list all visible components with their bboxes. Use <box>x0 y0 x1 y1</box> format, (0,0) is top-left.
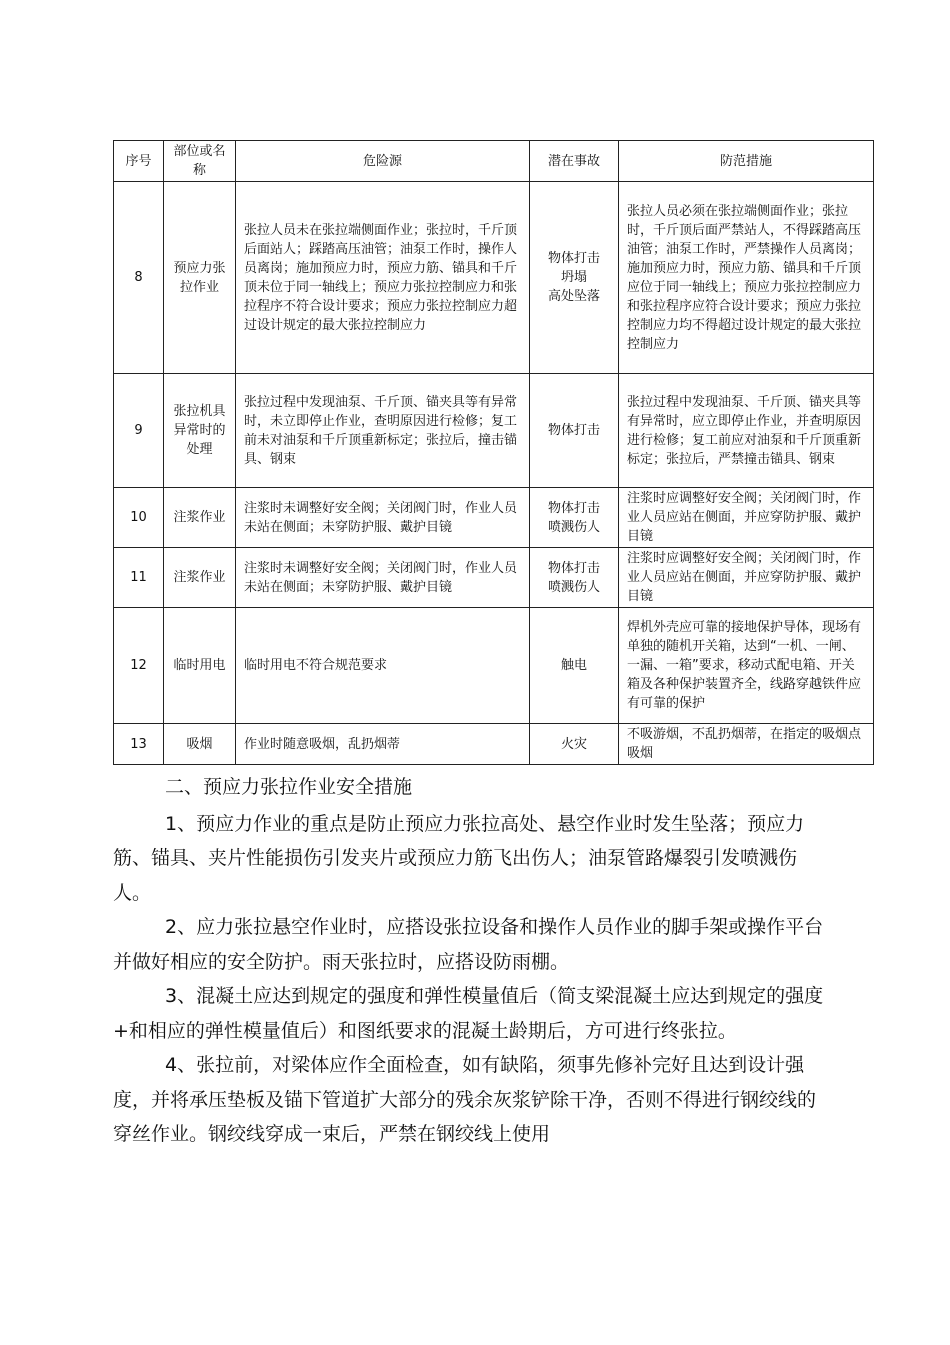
row-hazard: 张拉人员未在张拉端侧面作业；张拉时，千斤顶后面站人；踩踏高压油管；油泵工作时，操作人员离岗；施加预应力时，预应力筋、锚具和千斤顶未位于同一轴线上；预应力张拉控制应力和张拉程序不符合设计要求；预应力张拉控制应力超过设计规定的最大张拉控制应力 <box>236 182 530 374</box>
table-header-row <box>114 141 874 182</box>
row-measure: 张拉过程中发现油泵、千斤顶、锚夹具等有异常时，应立即停止作业，并查明原因进行检修；复工前应对油泵和千斤顶重新标定；张拉后，严禁撞击锚具、钢束 <box>619 374 874 488</box>
header-name: 部位或名称 <box>164 141 236 182</box>
row-accident: 火灾 <box>530 724 619 765</box>
row-name: 注浆作业 <box>164 488 236 548</box>
table-row <box>114 374 874 488</box>
row-name: 注浆作业 <box>164 548 236 608</box>
row-measure: 不吸游烟，不乱扔烟蒂，在指定的吸烟点吸烟 <box>619 724 874 765</box>
row-name: 临时用电 <box>164 608 236 724</box>
row-accident: 物体打击 喷溅伤人 <box>530 548 619 608</box>
section-heading: 二、预应力张拉作业安全措施 <box>165 776 413 798</box>
row-hazard: 作业时随意吸烟，乱扔烟蒂 <box>236 724 530 765</box>
row-hazard: 注浆时未调整好安全阀；关闭阀门时，作业人员未站在侧面；未穿防护服、戴护目镜 <box>236 488 530 548</box>
row-measure: 焊机外壳应可靠的接地保护导体，现场有单独的随机开关箱，达到“一机、一闸、一漏、一箱”要求，移动式配电箱、开关箱及各种保护装置齐全，线路穿越铁件应有可靠的保护 <box>619 608 874 724</box>
row-no: 12 <box>114 608 164 724</box>
header-no: 序号 <box>114 141 164 182</box>
row-hazard: 临时用电不符合规范要求 <box>236 608 530 724</box>
table-row <box>114 608 874 724</box>
paragraph: 3、混凝土应达到规定的强度和弹性模量值后（简支梁混凝土应达到规定的强度 +和相应的弹性模量值后）和图纸要求的混凝土龄期后，方可进行终张拉。 <box>113 985 824 1042</box>
paragraph: 4、张拉前，对梁体应作全面检查，如有缺陷，须事先修补完好且达到设计强度，并将承压垫板及锚下管道扩大部分的残余灰浆铲除干净，否则不得进行钢绞线的穿丝作业。钢绞线穿成一束后，严禁在钢绞线上使用 <box>113 1054 817 1145</box>
row-measure: 注浆时应调整好安全阀；关闭阀门时，作业人员应站在侧面，并应穿防护服、戴护目镜 <box>619 488 874 548</box>
row-accident: 物体打击 喷溅伤人 <box>530 488 619 548</box>
header-measure: 防范措施 <box>619 141 874 182</box>
row-name: 预应力张拉作业 <box>164 182 236 374</box>
safety-measures-section <box>113 770 833 1152</box>
hazard-table <box>113 140 874 765</box>
paragraph: 1、预应力作业的重点是防止预应力张拉高处、悬空作业时发生坠落；预应力筋、锚具、夹片性能损伤引发夹片或预应力筋飞出伤人；油泵管路爆裂引发喷溅伤人。 <box>113 812 805 904</box>
row-no: 13 <box>114 724 164 765</box>
row-accident: 物体打击 <box>530 374 619 488</box>
table-row <box>114 182 874 374</box>
row-hazard: 张拉过程中发现油泵、千斤顶、锚夹具等有异常时，未立即停止作业，查明原因进行检修；复工前未对油泵和千斤顶重新标定；张拉后，撞击锚具、钢束 <box>236 374 530 488</box>
row-no: 11 <box>114 548 164 608</box>
row-no: 8 <box>114 182 164 374</box>
paragraph: 2、应力张拉悬空作业时，应搭设张拉设备和操作人员作业的脚手架或操作平台并做好相应的安全防护。雨天张拉时，应搭设防雨棚。 <box>113 916 824 973</box>
row-accident: 触电 <box>530 608 619 724</box>
row-hazard: 注浆时未调整好安全阀；关闭阀门时，作业人员未站在侧面；未穿防护服、戴护目镜 <box>236 548 530 608</box>
table-row <box>114 548 874 608</box>
row-no: 9 <box>114 374 164 488</box>
row-accident: 物体打击 坍塌 高处坠落 <box>530 182 619 374</box>
header-hazard: 危险源 <box>236 141 530 182</box>
row-name: 吸烟 <box>164 724 236 765</box>
row-name: 张拉机具异常时的处理 <box>164 374 236 488</box>
row-measure: 张拉人员必须在张拉端侧面作业；张拉时，千斤顶后面严禁站人，不得踩踏高压油管；油泵工作时，严禁操作人员离岗；施加预应力时，预应力筋、锚具和千斤顶应位于同一轴线上；预应力张拉控制应力和张拉程序应符合设计要求；预应力张拉控制应力均不得超过设计规定的最大张拉控制应力 <box>619 182 874 374</box>
table-row <box>114 488 874 548</box>
row-measure: 注浆时应调整好安全阀；关闭阀门时，作业人员应站在侧面，并应穿防护服、戴护目镜 <box>619 548 874 608</box>
table-row <box>114 724 874 765</box>
row-no: 10 <box>114 488 164 548</box>
header-accident: 潜在事故 <box>530 141 619 182</box>
